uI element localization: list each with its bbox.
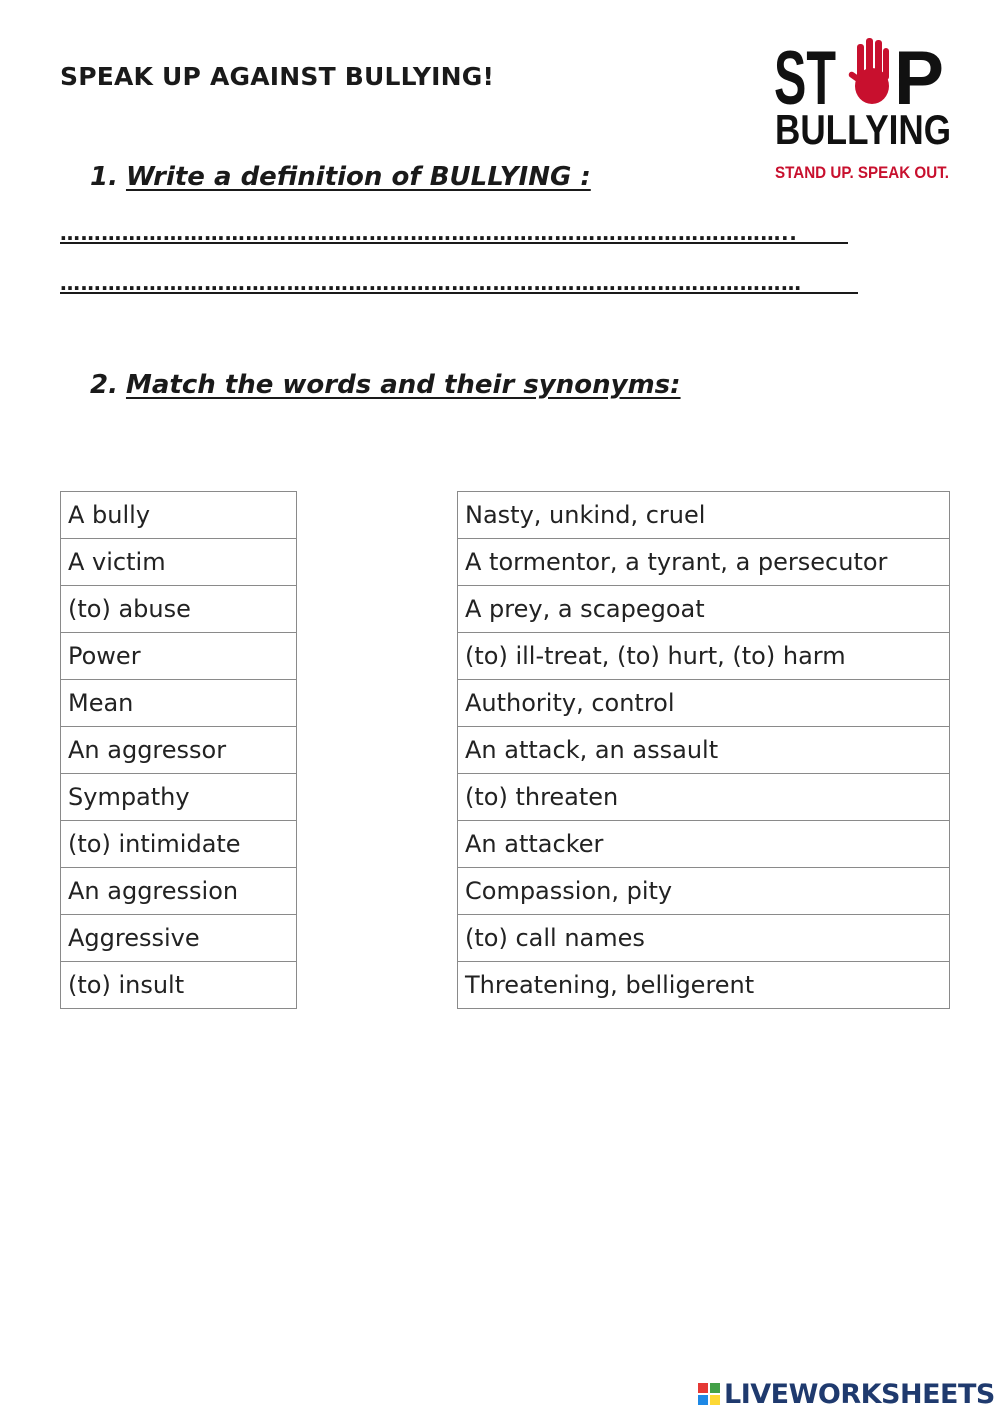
word-cell[interactable]: (to) insult — [61, 962, 297, 1009]
table-row — [61, 680, 297, 727]
logo-tagline: STAND UP. SPEAK OUT. — [775, 163, 949, 182]
table-row — [458, 774, 950, 821]
word-cell[interactable]: (to) intimidate — [61, 821, 297, 868]
table-row — [61, 633, 297, 680]
word-cell[interactable]: A victim — [61, 539, 297, 586]
stop-bullying-logo — [772, 34, 954, 184]
table-row — [458, 915, 950, 962]
logo-stop-left: ST — [774, 36, 836, 121]
synonym-cell[interactable]: An attacker — [458, 821, 950, 868]
words-table — [60, 491, 297, 1009]
word-cell[interactable]: Power — [61, 633, 297, 680]
table-row — [61, 539, 297, 586]
liveworksheets-logo[interactable] — [698, 1376, 995, 1412]
liveworksheets-brand: LIVEWORKSHEETS — [724, 1378, 995, 1410]
table-row — [458, 539, 950, 586]
table-row — [458, 868, 950, 915]
red-hand-icon — [848, 38, 889, 104]
table-row — [458, 586, 950, 633]
word-cell[interactable]: Aggressive — [61, 915, 297, 962]
answer-line-2[interactable]: ……………………………………………………………………………………………… — [60, 278, 858, 294]
synonym-cell[interactable]: (to) call names — [458, 915, 950, 962]
table-row — [458, 680, 950, 727]
table-row — [458, 492, 950, 539]
table-row — [458, 821, 950, 868]
logo-stop-right: P — [894, 36, 944, 121]
synonym-cell[interactable]: A tormentor, a tyrant, a persecutor — [458, 539, 950, 586]
synonyms-table — [457, 491, 950, 1009]
synonym-cell[interactable]: Threatening, belligerent — [458, 962, 950, 1009]
word-cell[interactable]: Mean — [61, 680, 297, 727]
word-cell[interactable]: A bully — [61, 492, 297, 539]
color-blocks-icon — [698, 1383, 720, 1405]
table-row — [61, 962, 297, 1009]
word-cell[interactable]: An aggression — [61, 868, 297, 915]
question-2 — [90, 370, 681, 400]
question-1-number: 1. — [90, 162, 118, 192]
synonym-cell[interactable]: (to) threaten — [458, 774, 950, 821]
page-title: SPEAK UP AGAINST BULLYING! — [60, 62, 495, 91]
synonym-cell[interactable]: A prey, a scapegoat — [458, 586, 950, 633]
word-cell[interactable]: An aggressor — [61, 727, 297, 774]
synonym-cell[interactable]: Compassion, pity — [458, 868, 950, 915]
word-cell[interactable]: Sympathy — [61, 774, 297, 821]
table-row — [458, 727, 950, 774]
table-row — [61, 774, 297, 821]
question-2-text: Match the words and their synonyms: — [125, 370, 681, 400]
synonym-cell[interactable]: Nasty, unkind, cruel — [458, 492, 950, 539]
table-row — [61, 586, 297, 633]
synonym-cell[interactable]: An attack, an assault — [458, 727, 950, 774]
table-row — [458, 633, 950, 680]
question-1-text: Write a definition of BULLYING : — [125, 162, 591, 192]
synonym-cell[interactable]: Authority, control — [458, 680, 950, 727]
table-row — [61, 492, 297, 539]
question-2-number: 2. — [90, 370, 118, 400]
table-row — [458, 962, 950, 1009]
synonym-cell[interactable]: (to) ill-treat, (to) hurt, (to) harm — [458, 633, 950, 680]
table-row — [61, 727, 297, 774]
table-row — [61, 915, 297, 962]
question-1 — [90, 162, 591, 192]
table-row — [61, 821, 297, 868]
answer-line-1[interactable]: …………………………………………………………………………………………….. — [60, 228, 848, 244]
word-cell[interactable]: (to) abuse — [61, 586, 297, 633]
logo-bullying: BULLYING — [775, 106, 951, 153]
table-row — [61, 868, 297, 915]
